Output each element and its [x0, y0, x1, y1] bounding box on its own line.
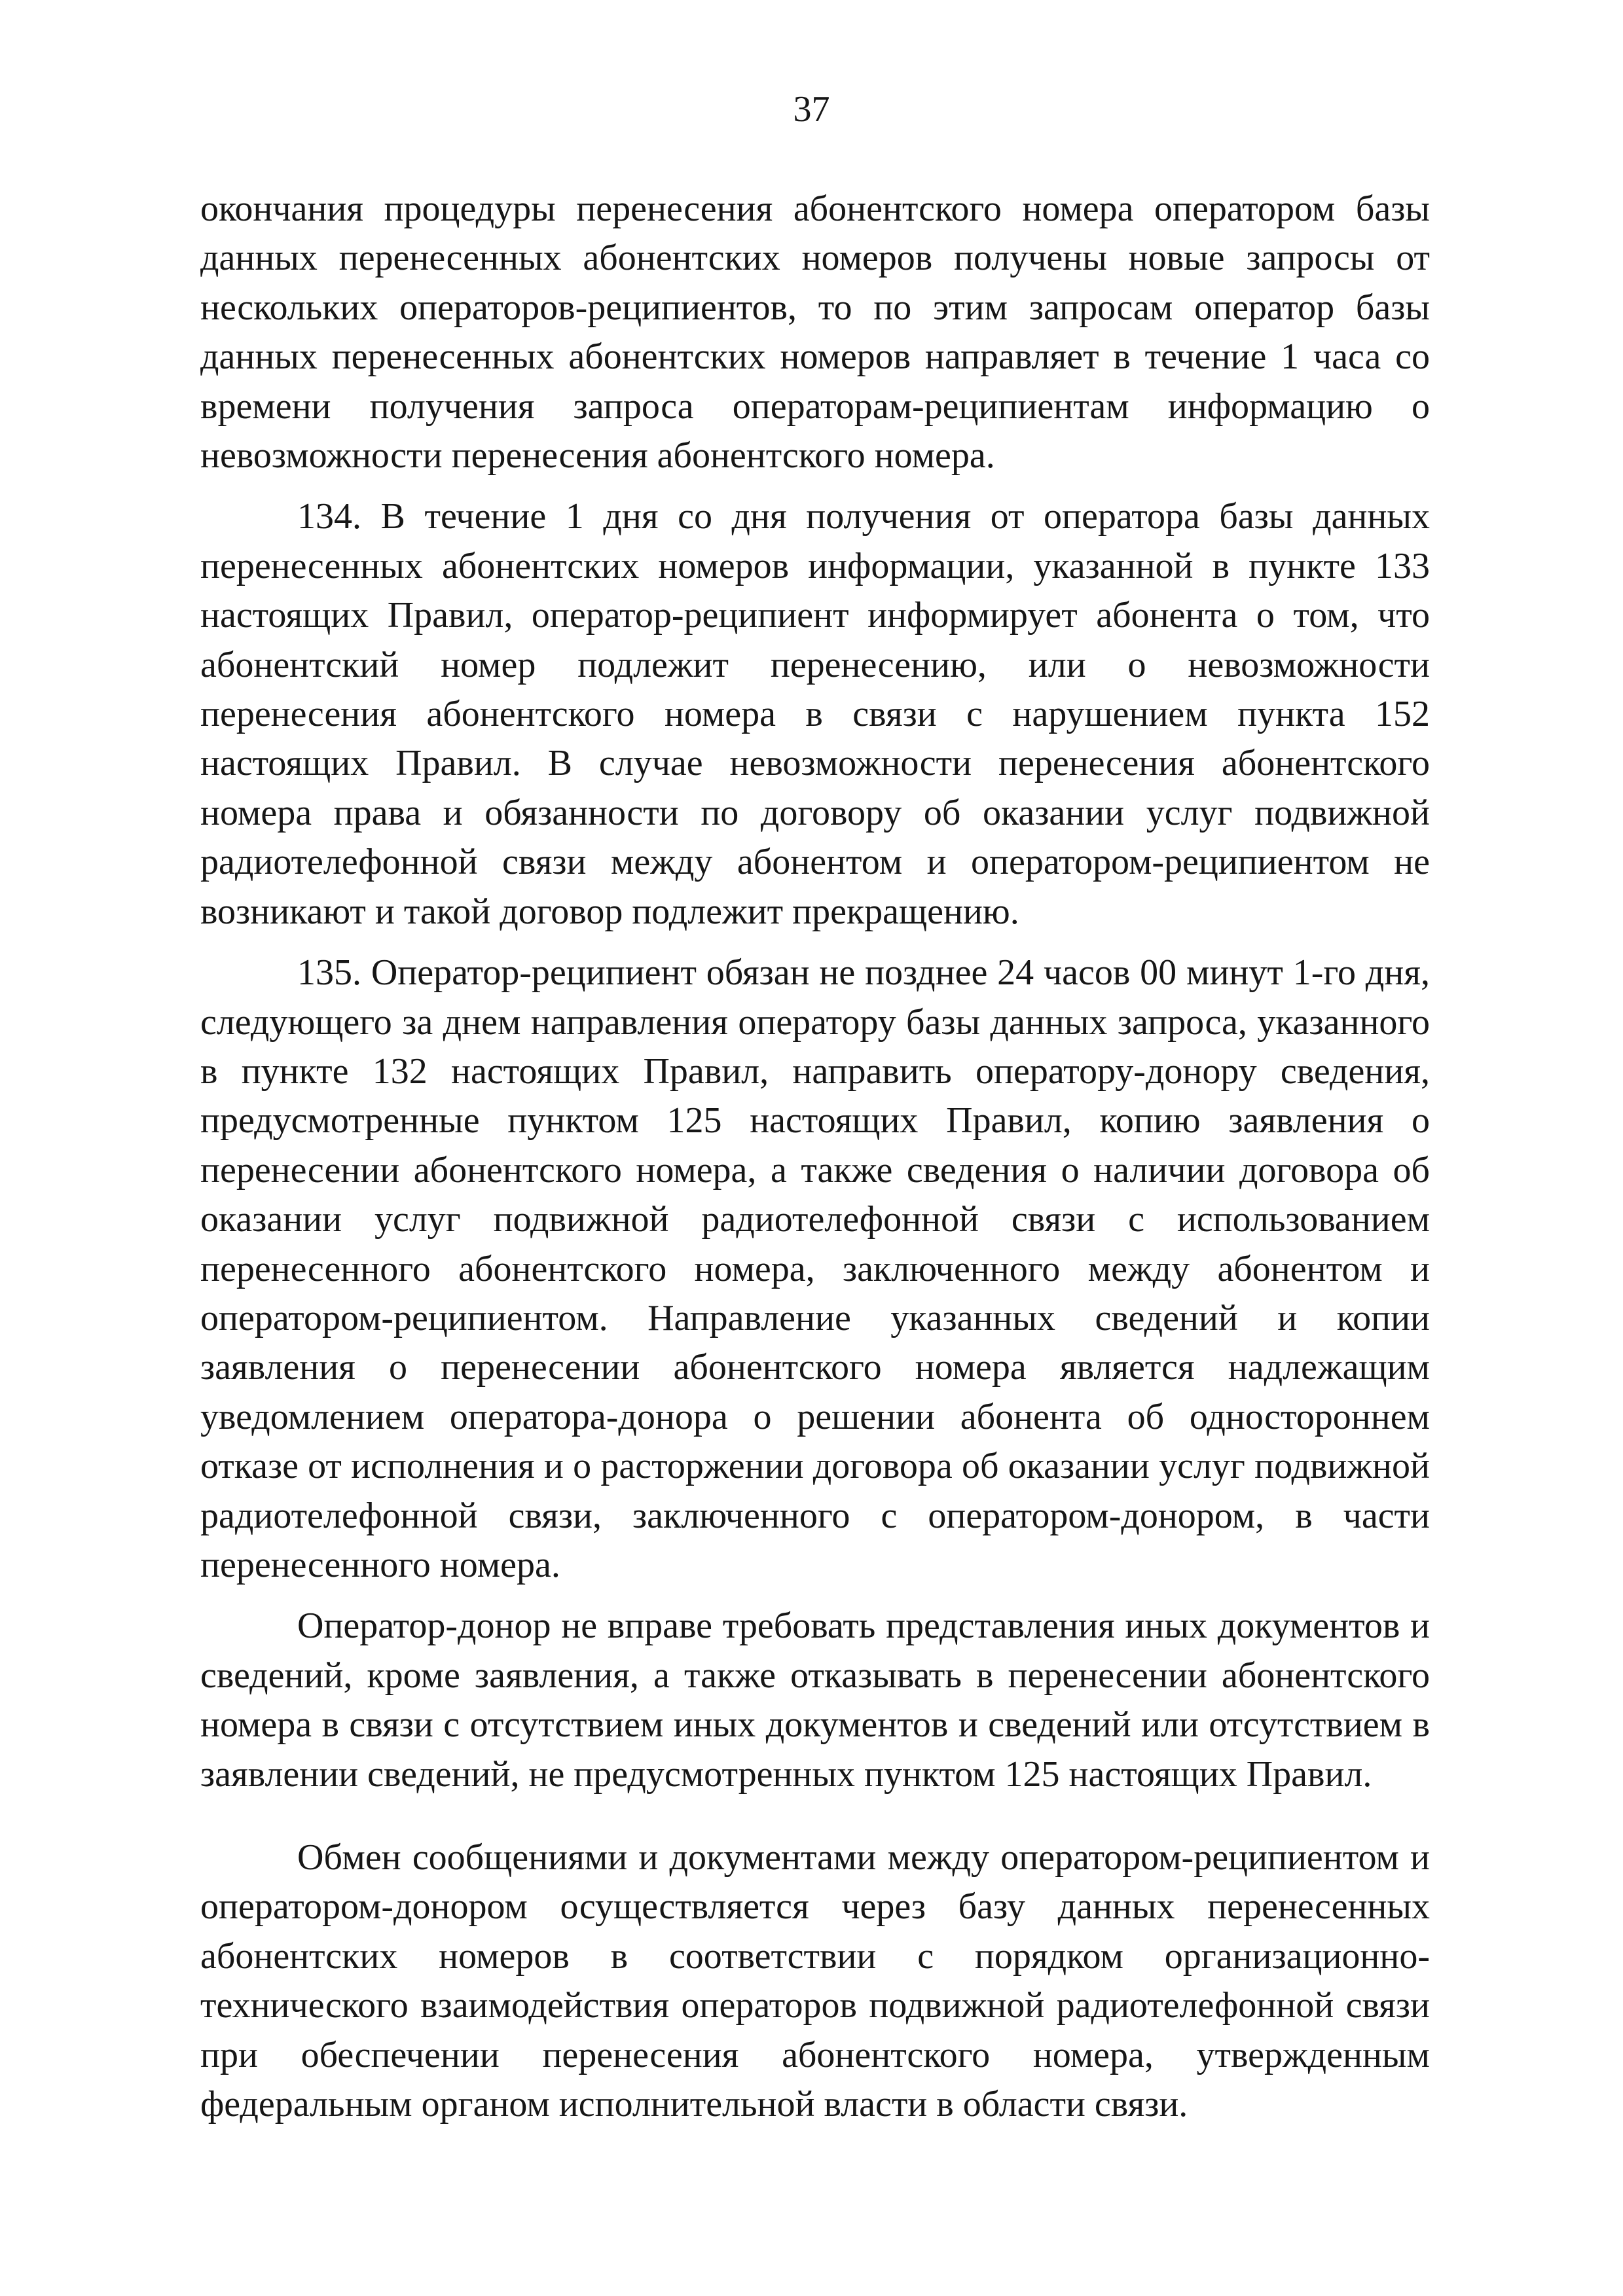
paragraph-continuation: окончания процедуры перенесения абонентского номера оператором базы данных перенесенных абонентских номеров получены новые запросы от нескольких операторов-реципиентов, то по этим запросам оператор базы данных перенесенных абонентских номеров направляет в течение 1 часа со времени получения запроса операторам-реципиентам информацию о невозможности перенесения абонентского номера. [200, 188, 1430, 476]
page-number: 37 [793, 89, 830, 130]
paragraph-134: 134. В течение 1 дня со дня получения от оператора базы данных перенесенных абонентских номеров информации, указанной в пункте 133 настоящих Правил, оператор-реципиент информирует абонента о том, что абонентский номер подлежит перенесению, или о невозможности перенесения абонентского номера в связи с нарушением пункта 152 настоящих Правил. В случае невозможности перенесения абонентского номера права и обязанности по договору об оказании услуг подвижной радиотелефонной связи между абонентом и оператором-реципиентом не возникают и такой договор подлежит прекращению. [200, 496, 1430, 932]
document-body [200, 185, 1430, 2129]
paragraph-donor-restrictions: Оператор-донор не вправе требовать представления иных документов и сведений, кроме заявления, а также отказывать в перенесении абонентского номера в связи с отсутствием иных документов и сведений или отсутствием в заявлении сведений, не предусмотренных пунктом 125 настоящих Правил. [200, 1605, 1430, 1795]
paragraph-135: 135. Оператор-реципиент обязан не позднее 24 часов 00 минут 1-го дня, следующего за днем направления оператору базы данных запроса, указанного в пункте 132 настоящих Правил, направить оператору-донору сведения, предусмотренные пунктом 125 настоящих Правил, копию заявления о перенесении абонентского номера, а также сведения о наличии договора об оказании услуг подвижной радиотелефонной связи с использованием перенесенного абонентского номера, заключенного между абонентом и оператором-реципиентом. Направление указанных сведений и копии заявления о перенесении абонентского номера является надлежащим уведомлением оператора-донора о решении абонента об одностороннем отказе от исполнения и о расторжении договора об оказании услуг подвижной радиотелефонной связи, заключенного с оператором-донором, в части перенесенного номера. [200, 952, 1430, 1585]
paragraph-message-exchange: Обмен сообщениями и документами между оператором-реципиентом и оператором-донором осуществляется через базу данных перенесенных абонентских номеров в соответствии с порядком организационно-технического взаимодействия операторов подвижной радиотелефонной связи при обеспечении перенесения абонентского номера, утвержденным федеральным органом исполнительной власти в области связи. [200, 1837, 1430, 2125]
